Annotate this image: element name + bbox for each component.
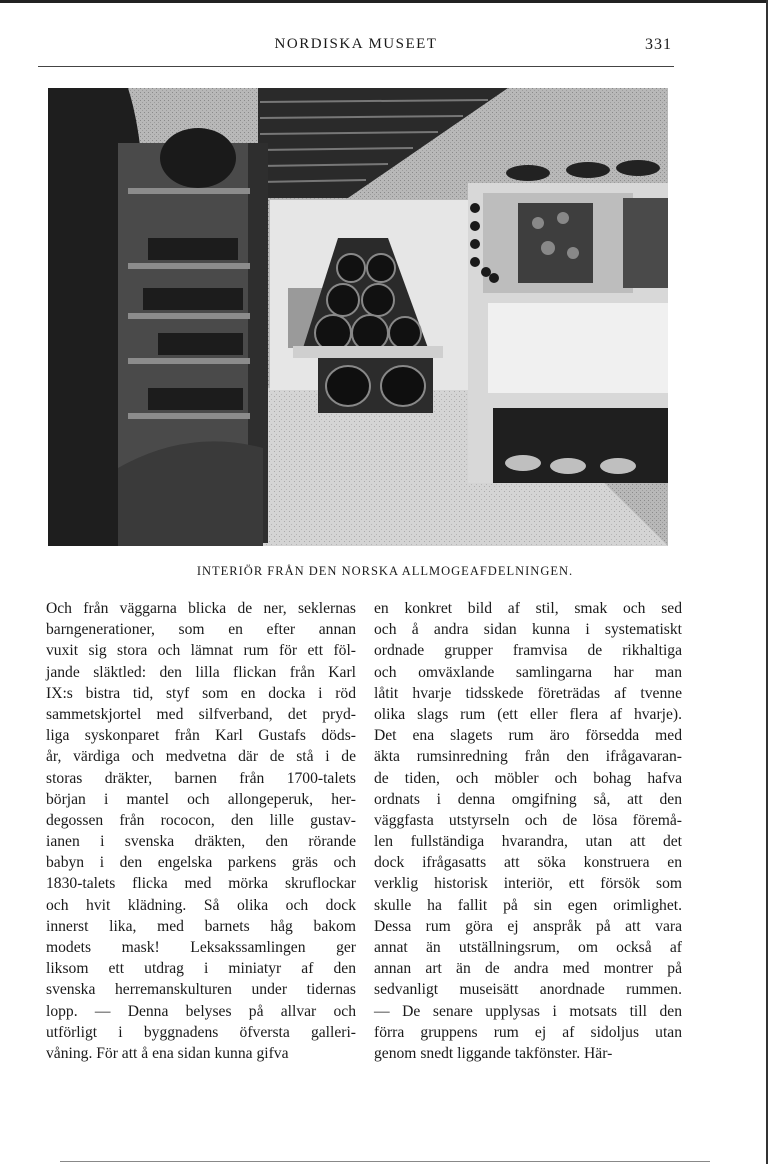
text-line: innerst lika, med barnets håg bakom [46,917,356,935]
text-line: ordnade grupper framvisa de rikhaltiga [374,642,682,660]
text-line: de tiden, och möbler och bohag hafva [374,769,682,787]
left-text-column [46,598,356,1064]
text-line: annat än utställningsrum, om också af [374,939,682,956]
running-head [40,36,672,58]
header-rule [38,66,674,67]
text-line: genom snedt liggande takfönster. Här- [374,1044,613,1062]
text-line: ordnats i denna omgifning så, att den [374,790,682,808]
text-line: väggfasta utstyrseln och de lösa föremå- [374,811,682,829]
text-line: början i mantel och allongeperuk, her- [46,790,356,808]
figure-caption: INTERIÖR FRÅN DEN NORSKA ALLMOGEAFDELNINGEN. [196,564,574,578]
page-top-edge [0,0,768,3]
text-line: degossen från rococon, den lille gustav- [46,811,356,829]
text-line: utförligt i byggnadens öfversta galleri- [46,1023,356,1041]
text-line: förra gruppens rum ej af sidoljus utan [374,1023,682,1041]
text-line: en konkret bild af stil, smak och sed [374,600,682,617]
text-line: och hvit klädning. Så olika och dock [46,896,356,914]
text-line: modets mask! Leksakssamlingen ger [46,939,356,956]
text-line: storas dräkter, barnen från 1700-talets [46,769,356,787]
text-line: liksom ett utdrag i miniatyr af den [46,960,356,978]
running-title: NORDISKA MUSEET [274,36,438,52]
text-line: IX:s bistra tid, styf som en docka i röd [46,684,356,702]
text-line: verklig historisk interiör, ett försök som [374,875,682,893]
text-line: år, värdiga och medvetna där de stå i de [46,748,356,766]
page-bottom-edge [60,1161,710,1162]
text-line: och omväxlande samlingarna har man [374,663,682,681]
text-line: svenska herremanskulturen under tidernas [46,981,356,999]
text-line: Dessa rum göra ej anspråk på att vara [374,917,682,935]
text-line: vuxit sig stora och lämnat rum för ett föl- [46,642,356,660]
text-line: sammetskjortel med silfverband, det pryd- [46,705,356,723]
text-line: äkta rumsinredning från den ifrågavaran- [374,748,682,766]
text-line: len fullständiga hvarandra, utan att det [374,833,682,851]
photograph-drawing [48,88,668,546]
text-line: sedvanligt museisätt anordnade rummen. [374,981,682,999]
page-number: 331 [645,36,672,53]
text-line: och å andra sidan kunna i systematiskt [374,621,682,639]
text-line: Och från väggarna blicka de ner, seklernas [46,600,356,617]
text-line: olika slags rum (ett eller flera af hvarje). [374,705,682,723]
text-line: ianen i svenska dräkten, den rörande [46,833,356,851]
text-line: lopp. — Denna belyses på allvar och [46,1002,356,1020]
text-line: jande släktled: den lilla flickan från Karl [46,663,356,681]
right-text-column [374,598,682,1064]
text-line: Det ena slagets rum äro försedda med [374,727,682,745]
museum-interior-photograph [48,88,668,546]
text-line: dock ifrågasatts att söka konstruera en [374,854,682,872]
text-line: barngenerationer, som en efter annan [46,621,356,639]
text-line: våning. För att å ena sidan kunna gifva [46,1044,289,1062]
text-line: skulle ha fallit på sin egen orimlighet. [374,896,682,914]
text-line: — De senare upplysas i motsats till den [374,1002,682,1020]
text-line: 1830-talets flicka med mörka skruflockar [46,875,356,893]
text-line: liga syskonparet från Karl Gustafs döds- [46,727,356,745]
text-line: babyn i den engelska parkens gräs och [46,854,356,872]
text-line: låtit hvarje tidsskede företrädas af tvenne [374,684,682,702]
text-line: annan art än de andra med montrer på [374,960,682,978]
